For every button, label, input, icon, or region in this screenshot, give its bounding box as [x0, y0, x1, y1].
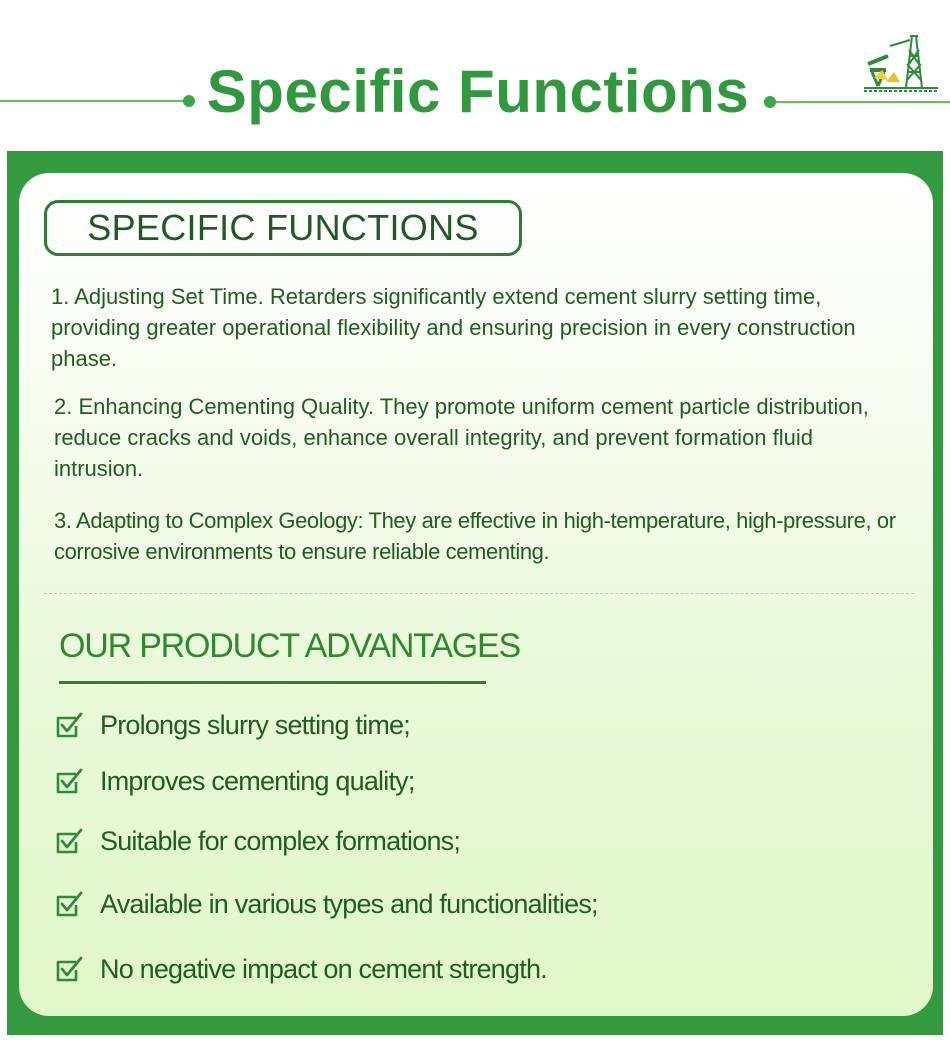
- header-line-right: [776, 101, 950, 103]
- advantage-text: Available in various types and functionalities;: [100, 888, 598, 919]
- section-divider: [44, 593, 914, 594]
- advantage-text: Improves cementing quality;: [100, 765, 415, 796]
- advantages-underline: [59, 681, 486, 684]
- header-line-left: [0, 100, 186, 102]
- function-paragraph-3: 3. Adapting to Complex Geology: They are effective in high-temperature, high-pressure, or corrosive environments to ensure reliable cementing.: [54, 508, 896, 564]
- advantage-item: [54, 949, 547, 989]
- oil-pumpjack-icon: [860, 28, 940, 94]
- page-title: Specific Functions: [206, 58, 750, 125]
- header-dot-right: [764, 96, 776, 108]
- page-header: [0, 0, 950, 150]
- function-paragraph-1: 1. Adjusting Set Time. Retarders significantly extend cement slurry setting time, providing greater operational flexibility and ensuring precision in every construction phase.: [51, 284, 856, 371]
- advantages-title: OUR PRODUCT ADVANTAGES: [59, 627, 521, 665]
- functions-card: [19, 173, 933, 1016]
- advantage-item: [54, 761, 415, 801]
- advantage-item: [54, 884, 598, 924]
- section-title: SPECIFIC FUNCTIONS: [87, 207, 479, 248]
- checkbox-checked-icon: [54, 954, 84, 984]
- advantage-text: Suitable for complex formations;: [100, 825, 461, 856]
- advantage-text: Prolongs slurry setting time;: [100, 709, 410, 740]
- function-paragraph-2: 2. Enhancing Cementing Quality. They promote uniform cement particle distribution, reduce cracks and voids, enhance overall integrity, and prevent formation fluid intrusion.: [54, 394, 869, 481]
- header-dot-left: [183, 95, 195, 107]
- checkbox-checked-icon: [54, 889, 84, 919]
- advantage-item: [54, 705, 410, 745]
- advantage-text: No negative impact on cement strength.: [100, 953, 547, 984]
- checkbox-checked-icon: [54, 766, 84, 796]
- section-title-box: [44, 200, 522, 256]
- checkbox-checked-icon: [54, 710, 84, 740]
- advantage-item: [54, 821, 460, 861]
- checkbox-checked-icon: [54, 826, 84, 856]
